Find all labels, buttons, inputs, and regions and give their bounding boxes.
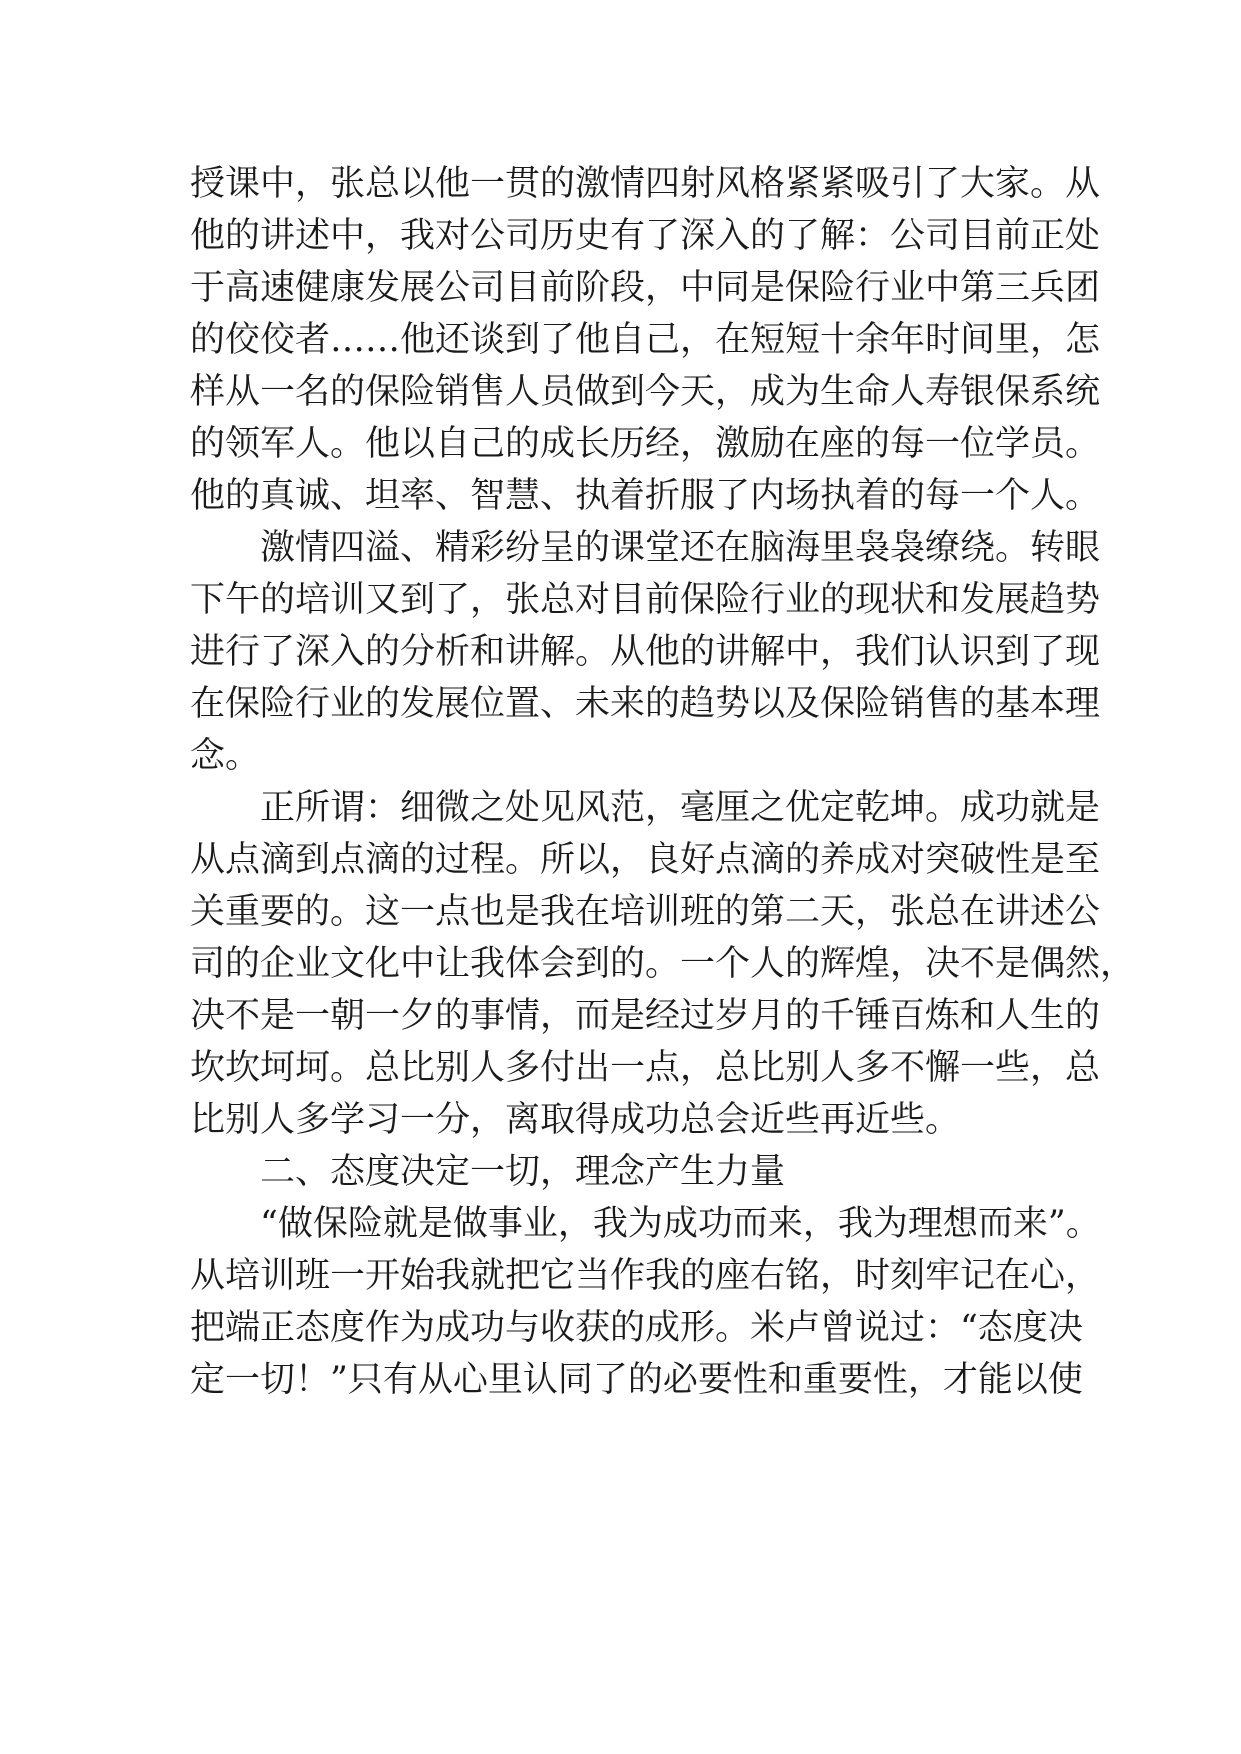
text-line: 从培训班一开始我就把它当作我的座右铭，时刻牢记在心， [190, 1256, 1101, 1296]
text-line: 样从一名的保险销售人员做到今天，成为生命人寿银保系统 [190, 372, 1101, 412]
text-line: 下午的培训又到了，张总对目前保险行业的现状和发展趋势 [190, 580, 1101, 620]
body-text [190, 158, 1136, 1406]
text-line: 激情四溢、精彩纷呈的课堂还在脑海里袅袅缭绕。转眼 [260, 528, 1101, 568]
text-line: 比别人多学习一分，离取得成功总会近些再近些。 [190, 1100, 961, 1140]
text-line: 的佼佼者……他还谈到了他自己，在短短十余年时间里，怎 [190, 320, 1101, 360]
text-line: 他的讲述中，我对公司历史有了深入的了解：公司目前正处 [190, 216, 1101, 256]
text-line: 定一切！”只有从心里认同了的必要性和重要性，才能以使 [190, 1360, 1083, 1400]
text-line: 念。 [190, 736, 261, 776]
text-line: 的领军人。他以自己的成长历经，激励在座的每一位学员。 [190, 424, 1101, 464]
text-line: 从点滴到点滴的过程。所以，良好点滴的养成对突破性是至 [190, 840, 1101, 880]
text-line: 坎坎坷坷。总比别人多付出一点，总比别人多不懈一些，总 [190, 1048, 1101, 1088]
section-heading: 二、态度决定一切，理念产生力量 [260, 1152, 786, 1192]
text-line: “做保险就是做事业，我为成功而来，我为理想而来”。 [260, 1204, 1101, 1244]
text-line: 于高速健康发展公司目前阶段，中同是保险行业中第三兵团 [190, 268, 1101, 308]
text-line: 授课中，张总以他一贯的激情四射风格紧紧吸引了大家。从 [190, 164, 1101, 204]
text-line: 决不是一朝一夕的事情，而是经过岁月的千锤百炼和人生的 [190, 996, 1101, 1036]
text-line: 把端正态度作为成功与收获的成形。米卢曾说过：“态度决 [190, 1308, 1083, 1348]
text-line: 关重要的。这一点也是我在培训班的第二天，张总在讲述公 [190, 892, 1101, 932]
text-line: 进行了深入的分析和讲解。从他的讲解中，我们认识到了现 [190, 632, 1101, 672]
text-line: 司的企业文化中让我体会到的。一个人的辉煌，决不是偶然， [190, 944, 1136, 984]
text-line: 在保险行业的发展位置、未来的趋势以及保险销售的基本理 [190, 684, 1101, 724]
text-line: 正所谓：细微之处见风范，毫厘之优定乾坤。成功就是 [260, 788, 1101, 828]
text-line: 他的真诚、坦率、智慧、执着折服了内场执着的每一个人。 [190, 476, 1101, 516]
